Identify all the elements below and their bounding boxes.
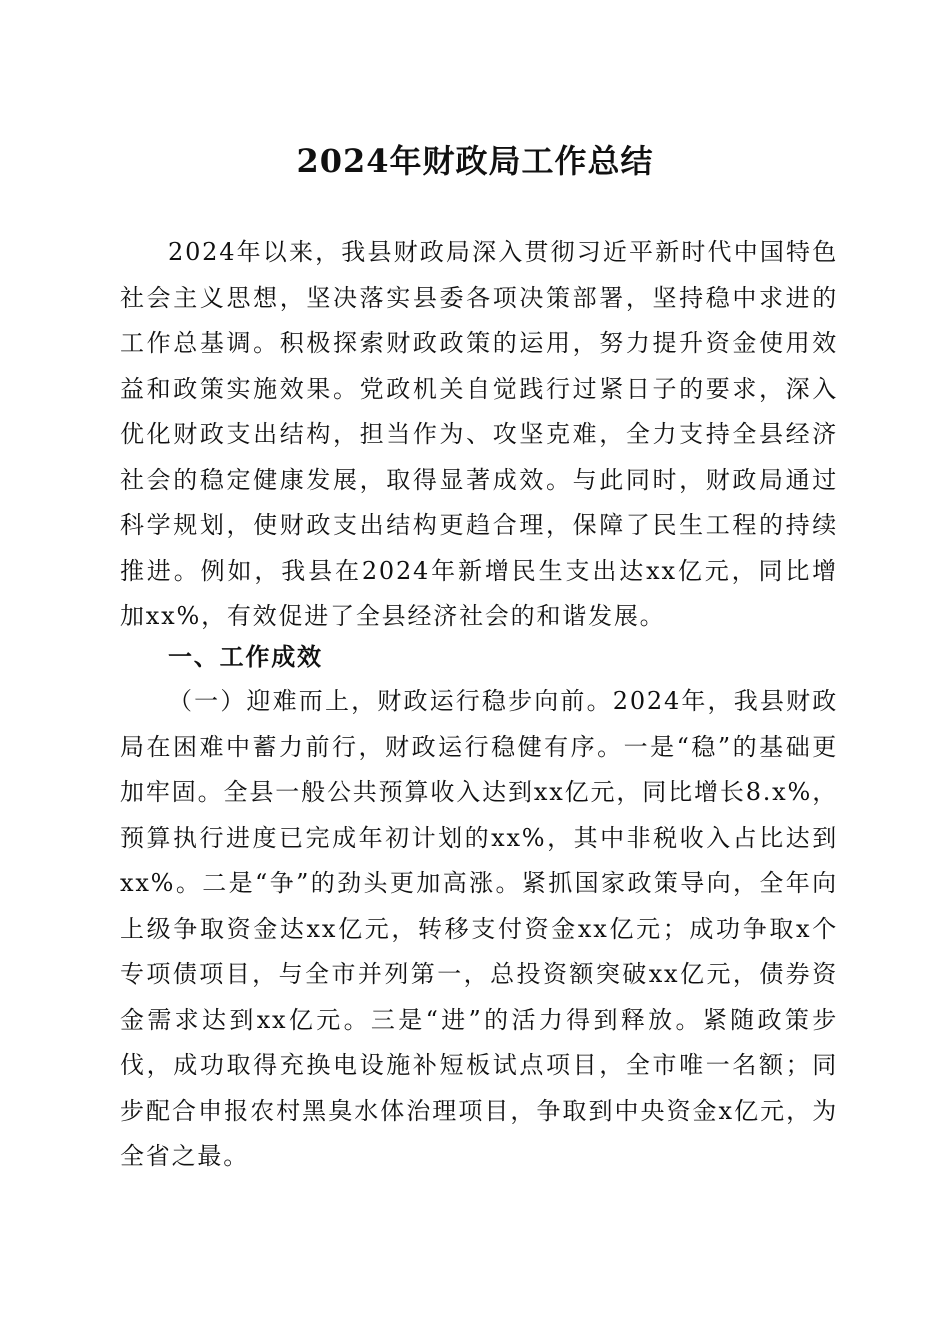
subsection-body: 2024年，我县财政局在困难中蓄力前行，财政运行稳健有序。一是“稳”的基础更加牢固。全县一般公共预算收入达到xx亿元，同比增长8.x%，预算执行进度已完成年初计划的xx%，其中非税收入占比达到xx%。二是“争”的劲头更加高涨。紧抓国家政策导向，全年向上级争取资金达xx亿元，转移支付资金xx亿元；成功争取x个专项债项目，与全市并列第一，总投资额突破xx亿元，债券资金需求达到xx亿元。三是“进”的活力得到释放。紧随政策步伐，成功取得充换电设施补短板试点项目，全市唯一名额；同步配合申报农村黑臭水体治理项目，争取到中央资金x亿元，为全省之最。 <box>120 687 838 1170</box>
intro-paragraph: 2024年以来，我县财政局深入贯彻习近平新时代中国特色社会主义思想，坚决落实县委各项决策部署，坚持稳中求进的工作总基调。积极探索财政政策的运用，努力提升资金使用效益和政策实施效果。党政机关自觉践行过紧日子的要求，深入优化财政支出结构，担当作为、攻坚克难，全力支持全县经济社会的稳定健康发展，取得显著成效。与此同时，财政局通过科学规划，使财政支出结构更趋合理，保障了民生工程的持续推进。例如，我县在2024年新增民生支出达xx亿元，同比增加xx%，有效促进了全县经济社会的和谐发展。 <box>120 238 838 630</box>
document-title: 2024年财政局工作总结 <box>296 142 654 180</box>
subsection-paragraph <box>120 679 838 1180</box>
section-heading: 一、工作成效 <box>168 642 323 671</box>
subsection-lead: （一）迎难而上，财政运行稳步向前。 <box>168 687 613 715</box>
